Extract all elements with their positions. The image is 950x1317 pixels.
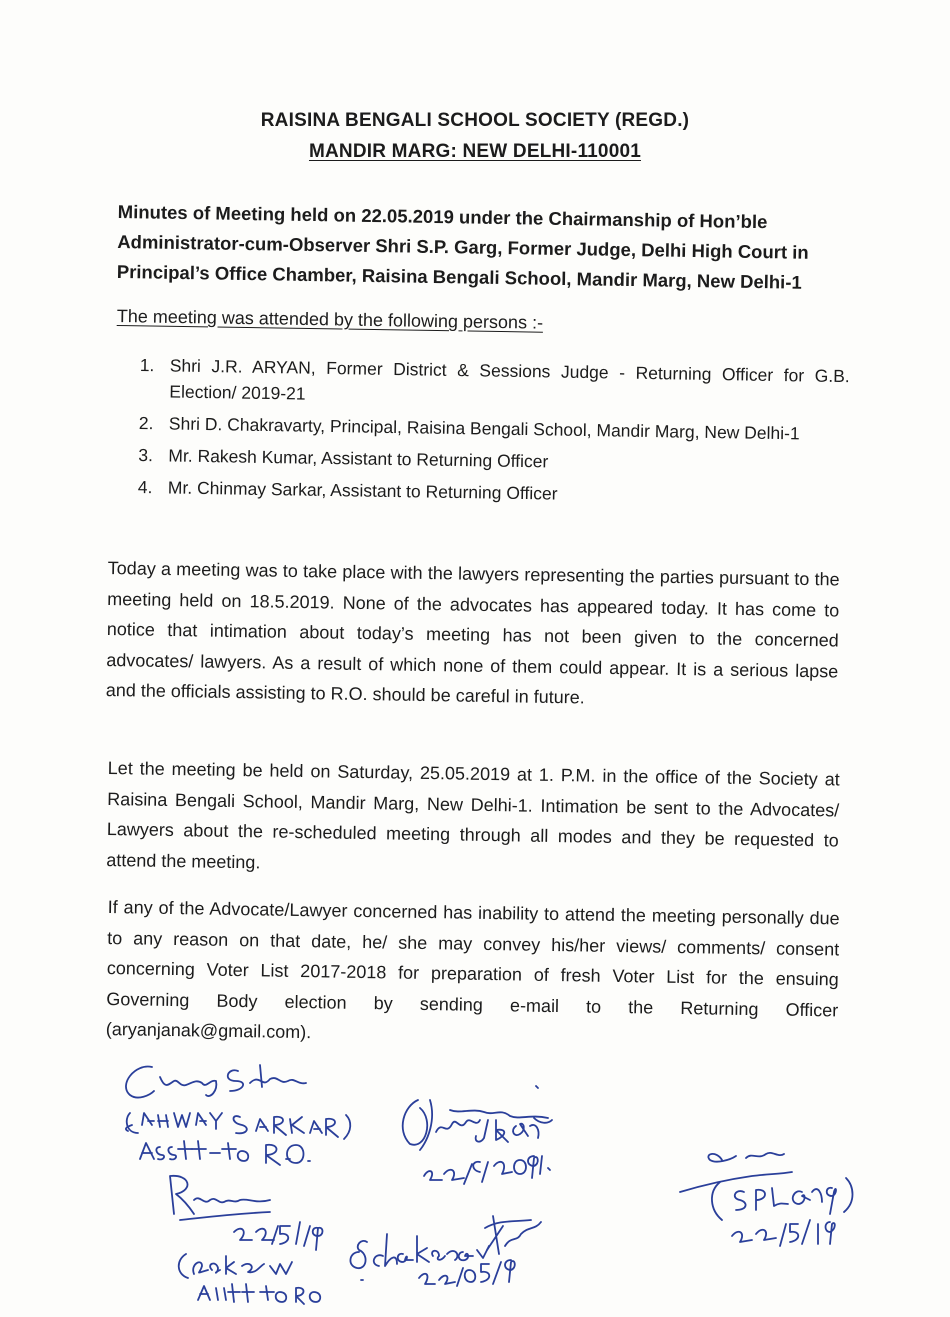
attendees-list xyxy=(138,352,850,517)
list-item-text: Shri D. Chakravarty, Principal, Raisina Bengali School, Mandir Marg, New Delhi-1 xyxy=(168,413,800,444)
signature-chinmay-sarkar xyxy=(110,1055,370,1170)
paragraph-reschedule: Let the meeting be held on Saturday, 25.05.2019 at 1. P.M. in the office of the Society at Raisina Bengali School, Mandir Marg, New Delhi-1. Intimation be sent to the Advocates/ Lawyers about the re-scheduled meeting through all modes and they be requested to attend the meeting. xyxy=(106,757,840,872)
list-item-number: 4. xyxy=(137,476,153,498)
list-item-number: 1. xyxy=(139,354,155,376)
list-item-number: 3. xyxy=(138,444,154,466)
signature-d-chakravarty xyxy=(335,1190,555,1290)
list-item xyxy=(138,474,848,511)
signature-rakesh-kumar xyxy=(160,1170,340,1310)
attendees-heading: The meeting was attended by the following persons :- xyxy=(116,306,544,333)
society-address: MANDIR MARG: NEW DELHI-110001 xyxy=(308,141,641,162)
list-item-number: 2. xyxy=(138,412,154,434)
paragraph-email-option: If any of the Advocate/Lawyer concerned has inability to attend the meeting personally due to any reason on that date, he/ she may convey his/her views/ comments/ consent concerning Voter List 2017-2018 for preparation of fresh Voter List for the ensuing Governing Body election by sending e-mail to the Returning Officer (aryanjanak@gmail.com). xyxy=(105,896,840,1043)
list-item xyxy=(138,442,848,479)
signature-jr-aryan xyxy=(380,1080,570,1200)
society-title: RAISINA BENGALI SCHOOL SOCIETY (REGD.) xyxy=(260,110,690,131)
minutes-intro: Minutes of Meeting held on 22.05.2019 under the Chairmanship of Hon’ble Administrator-cum-Observer Shri S.P. Garg, Former Judge, Delhi High Court in Principal’s Office Chamber, Raisina Bengali School, Mandir Marg, New Delhi-1 xyxy=(116,200,809,293)
list-item-text: Mr. Chinmay Sarkar, Assistant to Returning Officer xyxy=(167,477,558,504)
list-item xyxy=(139,410,849,447)
paragraph-meeting-lapse: Today a meeting was to take place with the lawyers representing the parties pursuant to the meeting held on 18.5.2019. None of the advocates has appeared today. It has come to notice that intimation about today’s meeting has not been given to the concerned advocates/ lawyers. As a result of which none of them could appear. It is a serious lapse and the officials assisting to R.O. should be careful in future. xyxy=(105,557,840,708)
signature-sp-garg xyxy=(660,1140,880,1260)
list-item-text: Mr. Rakesh Kumar, Assistant to Returning Officer xyxy=(168,445,549,472)
list-item-text: Shri J.R. ARYAN, Former District & Sessions Judge - Returning Officer for G.B. Election/ 2019-21 xyxy=(169,355,850,404)
list-item xyxy=(139,352,850,415)
